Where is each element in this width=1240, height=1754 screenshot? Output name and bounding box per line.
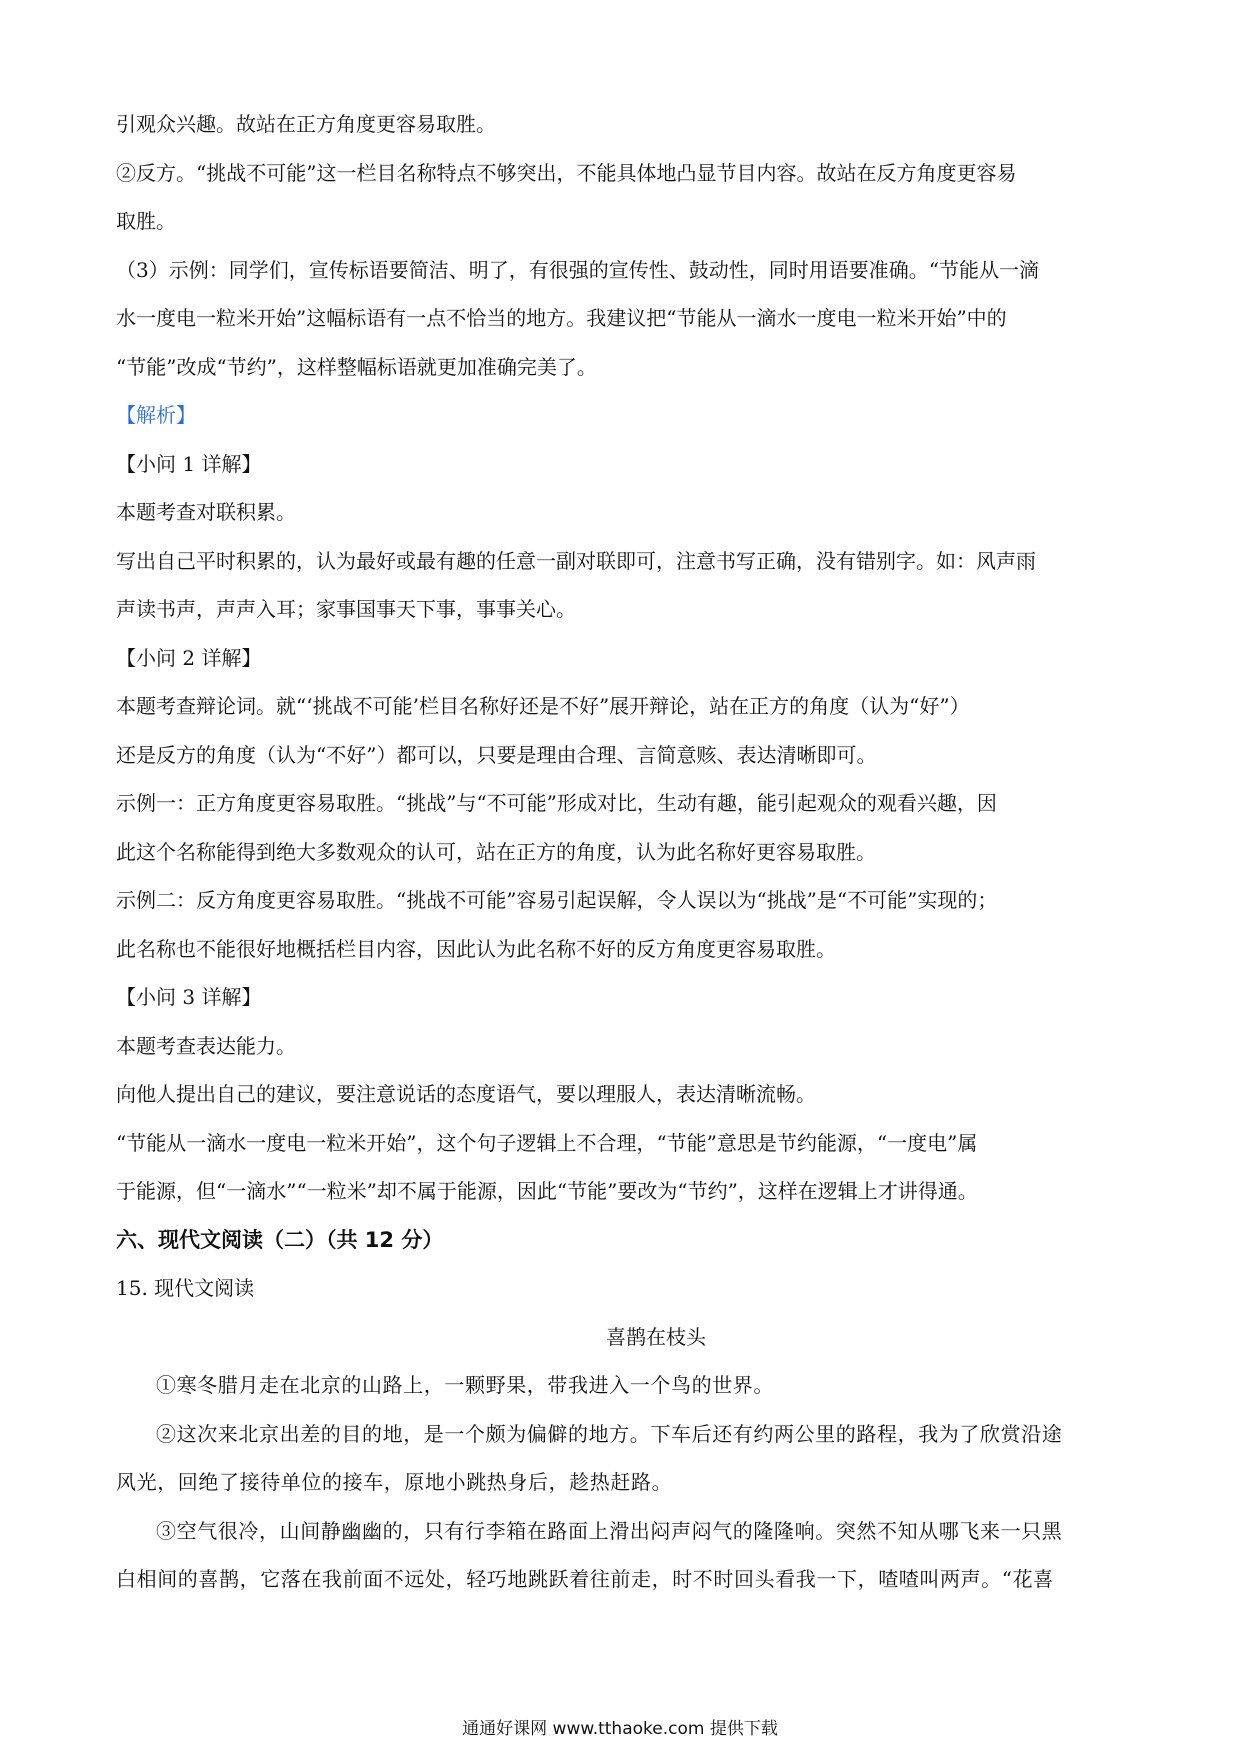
answer-line: （3）示例：同学们，宣传标语要简洁、明了，有很强的宣传性、鼓动性，同时用语要准确。“节能从一滴 [116, 257, 1039, 282]
answer-line: ②反方。“挑战不可能”这一栏目名称特点不够突出，不能具体地凸显节目内容。故站在反方角度更容易 [116, 160, 1017, 185]
analysis-block [116, 440, 1136, 1216]
passage-line: ③空气很冷，山间静幽幽的，只有行李箱在路面上滑出闷声闷气的隆隆响。突然不知从哪飞来一只黑 [156, 1518, 1063, 1543]
analysis-line: 于能源，但“一滴水”“一粒米”却不属于能源，因此“节能”要改为“节约”，这样在逻辑上才讲得通。 [116, 1179, 978, 1203]
analysis-line: 此这个名称能得到绝大多数观众的认可，站在正方的角度，认为此名称好更容易取胜。 [116, 839, 876, 864]
document-page [116, 100, 1136, 1604]
analysis-line: 本题考查辩论词。就“‘挑战不可能’栏目名称好还是不好”展开辩论，站在正方的角度（认为“好”） [116, 694, 970, 718]
question-label: 15. 现代文阅读 [116, 1276, 255, 1300]
passage-line: ①寒冬腊月走在北京的山路上，一颗野果，带我进入一个鸟的世界。 [156, 1373, 774, 1397]
passage-line: 风光，回绝了接待单位的接车，原地小跳热身后，趁热赶路。 [116, 1470, 673, 1494]
subquestion-heading: 【小问 2 详解】 [116, 645, 262, 670]
analysis-line: 声读书声，声声入耳；家事国事天下事，事事关心。 [116, 597, 576, 621]
answer-line: 取胜。 [116, 209, 176, 233]
answer-block [116, 100, 1136, 391]
analysis-tag: 【解析】 [116, 403, 196, 427]
analysis-line: 本题考查对联积累。 [116, 500, 296, 524]
analysis-line: 示例二：反方角度更容易取胜。“挑战不可能”容易引起误解，令人误以为“挑战”是“不可能”实现的； [116, 888, 998, 912]
analysis-line: 写出自己平时积累的，认为最好或最有趣的任意一副对联即可，注意书写正确，没有错别字。如：风声雨 [116, 548, 1036, 573]
subquestion-heading: 【小问 3 详解】 [116, 985, 262, 1009]
analysis-line: 还是反方的角度（认为“不好”）都可以，只要是理由合理、言简意赅、表达清晰即可。 [116, 742, 877, 767]
answer-line: 引观众兴趣。故站在正方角度更容易取胜。 [116, 112, 496, 136]
analysis-line: “节能从一滴水一度电一粒米开始”，这个句子逻辑上不合理，“节能”意思是节约能源，“一度电”属 [116, 1130, 978, 1155]
subquestion-heading: 【小问 1 详解】 [116, 451, 262, 476]
analysis-line: 示例一：正方角度更容易取胜。“挑战”与“不可能”形成对比，生动有趣，能引起观众的观看兴趣，因 [116, 791, 997, 815]
analysis-line: 本题考查表达能力。 [116, 1033, 296, 1058]
section-heading: 六、现代文阅读（二）（共 12 分） [116, 1227, 444, 1252]
answer-line: “节能”改成“节约”，这样整幅标语就更加准确完美了。 [116, 354, 597, 379]
passage-line: 白相间的喜鹊，它落在我前面不远处，轻巧地跳跃着往前走，时不时回头看我一下，喳喳叫两声。“花喜 [116, 1567, 1054, 1591]
analysis-line: 向他人提出自己的建议，要注意说话的态度语气，要以理服人，表达清晰流畅。 [116, 1082, 816, 1106]
passage-body [116, 1361, 1136, 1604]
page-footer: 通通好课网 www.tthaoke.com 提供下载 [462, 1719, 778, 1739]
analysis-line: 此名称也不能很好地概括栏目内容，因此认为此名称不好的反方角度更容易取胜。 [116, 936, 836, 961]
answer-line: 水一度电一粒米开始”这幅标语有一点不恰当的地方。我建议把“节能从一滴水一度电一粒米开始”中的 [116, 306, 1007, 330]
passage-line: ②这次来北京出差的目的地，是一个颇为偏僻的地方。下车后还有约两公里的路程，我为了欣赏沿途 [156, 1421, 1063, 1446]
passage-title: 喜鹊在枝头 [606, 1324, 706, 1349]
